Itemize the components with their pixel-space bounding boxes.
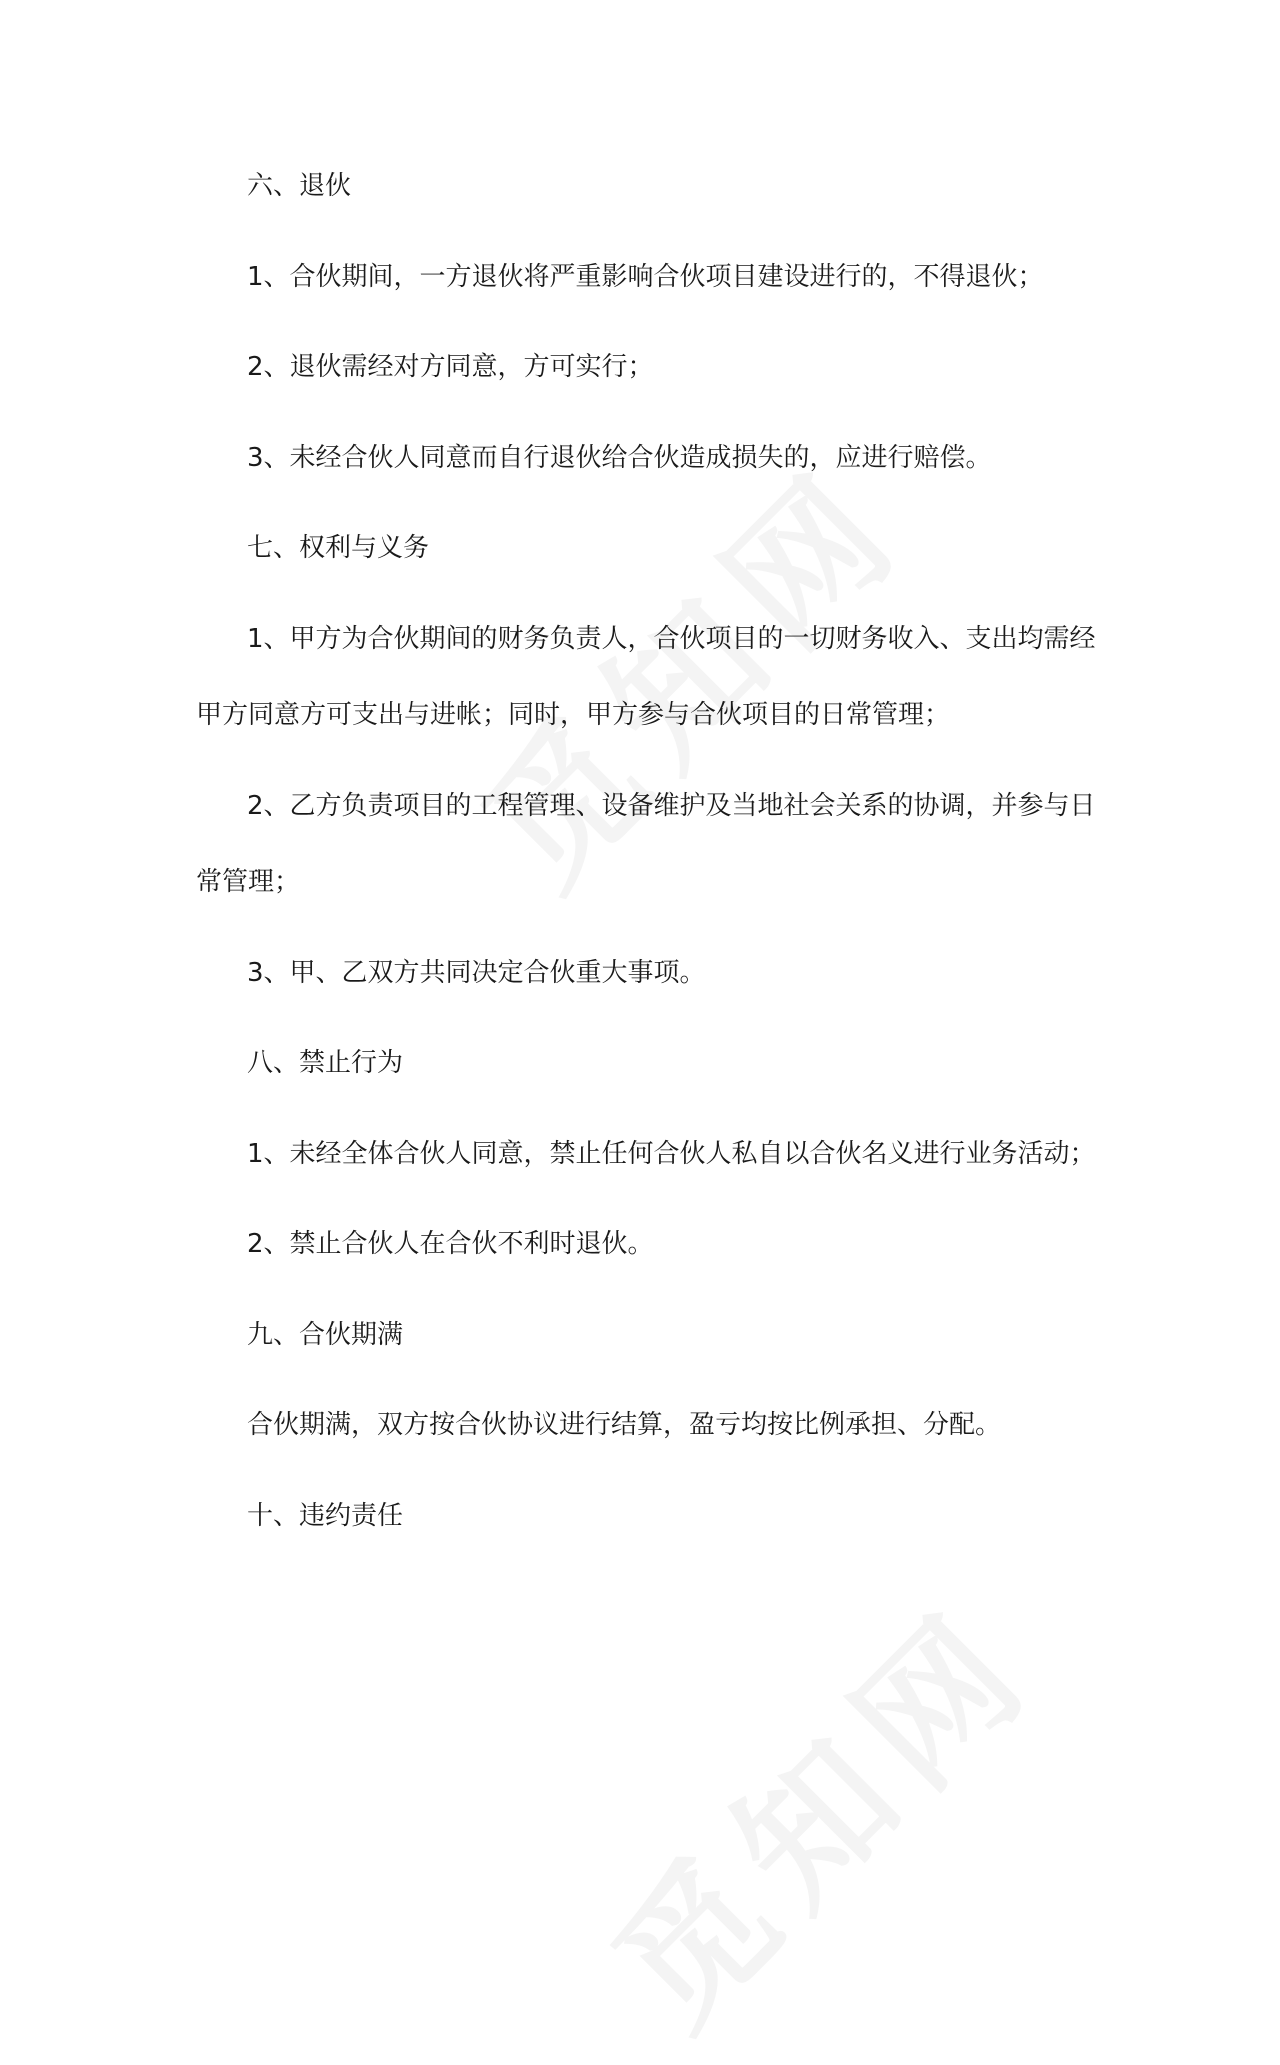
section-heading-withdrawal: 六、退伙 — [247, 171, 352, 201]
watermark — [558, 1551, 1071, 2064]
paragraph: 1、未经全体合伙人同意，禁止任何合伙人私自以合伙名义进行业务活动； — [247, 1139, 1096, 1169]
paragraph: 2、禁止合伙人在合伙不利时退伙。 — [247, 1229, 654, 1259]
section-heading-liability: 十、违约责任 — [247, 1501, 404, 1531]
watermark — [428, 411, 941, 924]
section-heading-expiry: 九、合伙期满 — [247, 1320, 404, 1350]
paragraph: 1、合伙期间，一方退伙将严重影响合伙项目建设进行的，不得退伙； — [247, 262, 1044, 292]
paragraph: 3、未经合伙人同意而自行退伙给合伙造成损失的，应进行赔偿。 — [247, 443, 992, 473]
paragraph: 合伙期满，双方按合伙协议进行结算，盈亏均按比例承担、分配。 — [247, 1410, 1002, 1440]
section-heading-prohibited: 八、禁止行为 — [247, 1048, 404, 1078]
paragraph-continuation: 甲方同意方可支出与进帐；同时，甲方参与合伙项目的日常管理； — [196, 700, 951, 730]
paragraph: 2、退伙需经对方同意，方可实行； — [247, 352, 654, 382]
paragraph: 1、甲方为合伙期间的财务负责人，合伙项目的一切财务收入、支出均需经 — [247, 624, 1096, 654]
section-heading-rights: 七、权利与义务 — [247, 533, 430, 563]
paragraph-continuation: 常管理； — [196, 867, 301, 897]
paragraph: 2、乙方负责项目的工程管理、设备维护及当地社会关系的协调，并参与日 — [247, 791, 1096, 821]
paragraph: 3、甲、乙双方共同决定合伙重大事项。 — [247, 958, 706, 988]
